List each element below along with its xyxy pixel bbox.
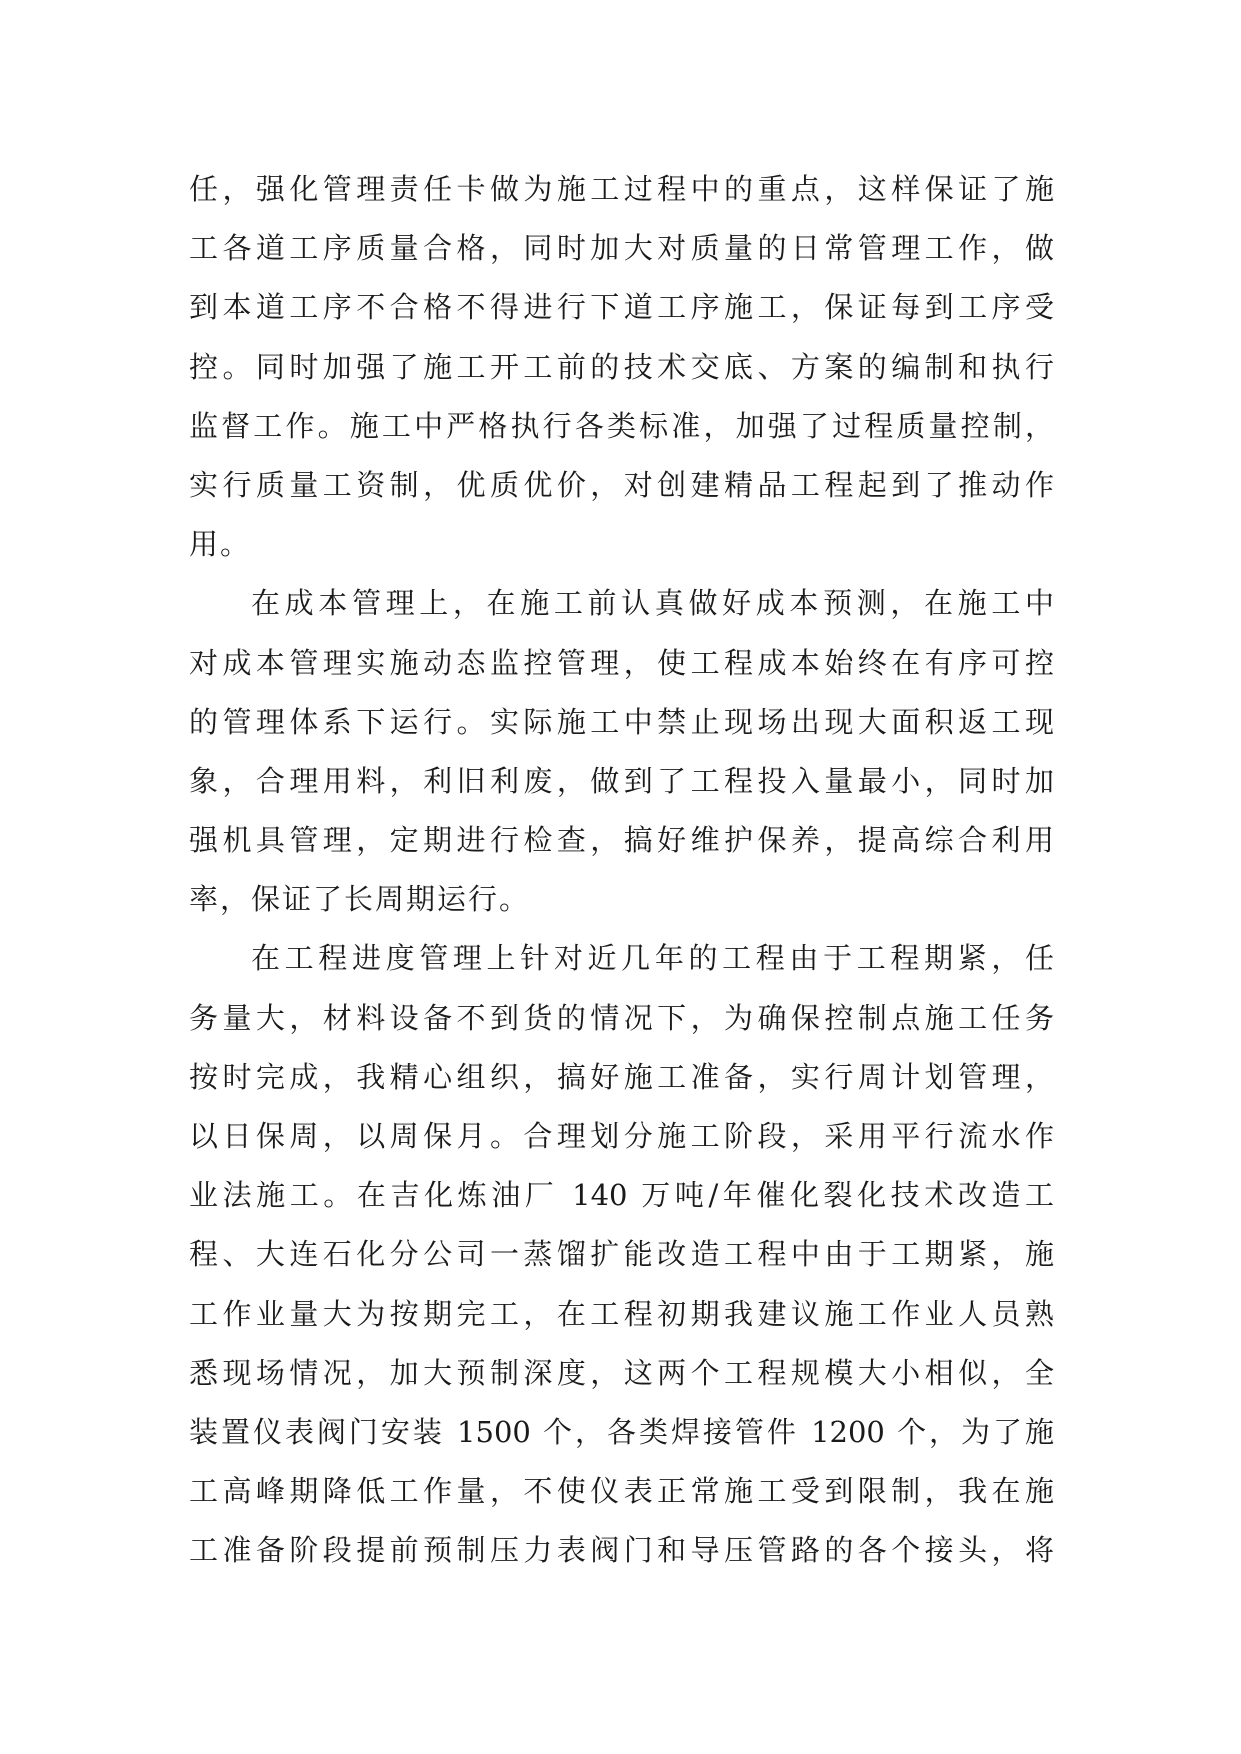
text-line: 在成本管理上，在施工前认真做好成本预测，在施工中 (251, 586, 1054, 621)
text-line: 任，强化管理责任卡做为施工过程中的重点，这样保证了施 (189, 172, 1054, 206)
text-line: 在工程进度管理上针对近几年的工程由于工程期紧，任 (251, 941, 1054, 976)
text-line: 悉现场情况，加大预制深度，这两个工程规模大小相似，全 (189, 1355, 1054, 1390)
text-line: 象，合理用料，利旧利废，做到了工程投入量最小，同时加 (189, 763, 1054, 798)
text-line: 工各道工序质量合格，同时加大对质量的日常管理工作，做 (189, 231, 1054, 266)
text-line: 到本道工序不合格不得进行下道工序施工，保证每到工序受 (189, 290, 1054, 325)
text-line: 按时完成，我精心组织，搞好施工准备，实行周计划管理， (189, 1059, 1054, 1094)
paragraph (189, 160, 1054, 574)
text-line: 工准备阶段提前预制压力表阀门和导压管路的各个接头，将 (189, 1533, 1054, 1568)
text-line: 务量大，材料设备不到货的情况下，为确保控制点施工任务 (189, 1000, 1054, 1035)
text-line: 用。 (189, 527, 252, 562)
text-line: 控。同时加强了施工开工前的技术交底、方案的编制和执行 (189, 349, 1054, 384)
paragraph (189, 574, 1054, 929)
paragraph (189, 929, 1054, 1580)
text-line: 的管理体系下运行。实际施工中禁止现场出现大面积返工现 (189, 704, 1054, 739)
document-body (189, 160, 1054, 1581)
text-line: 实行质量工资制，优质优价，对创建精品工程起到了推动作 (189, 467, 1054, 502)
text-line: 工作业量大为按期完工，在工程初期我建议施工作业人员熟 (189, 1296, 1054, 1331)
text-line: 业法施工。在吉化炼油厂 140 万吨/年催化裂化技术改造工 (189, 1178, 1054, 1213)
text-line: 工高峰期降低工作量，不使仪表正常施工受到限制，我在施 (189, 1474, 1054, 1509)
text-line: 程、大连石化分公司一蒸馏扩能改造工程中由于工期紧，施 (189, 1237, 1054, 1272)
text-line: 率，保证了长周期运行。 (189, 882, 531, 917)
text-line: 装置仪表阀门安装 1500 个，各类焊接管件 1200 个，为了施 (189, 1414, 1054, 1449)
text-line: 监督工作。施工中严格执行各类标准，加强了过程质量控制， (189, 408, 1054, 443)
text-line: 以日保周，以周保月。合理划分施工阶段，采用平行流水作 (189, 1119, 1054, 1153)
text-line: 对成本管理实施动态监控管理，使工程成本始终在有序可控 (189, 645, 1054, 680)
text-line: 强机具管理，定期进行检查，搞好维护保养，提高综合利用 (189, 823, 1054, 858)
